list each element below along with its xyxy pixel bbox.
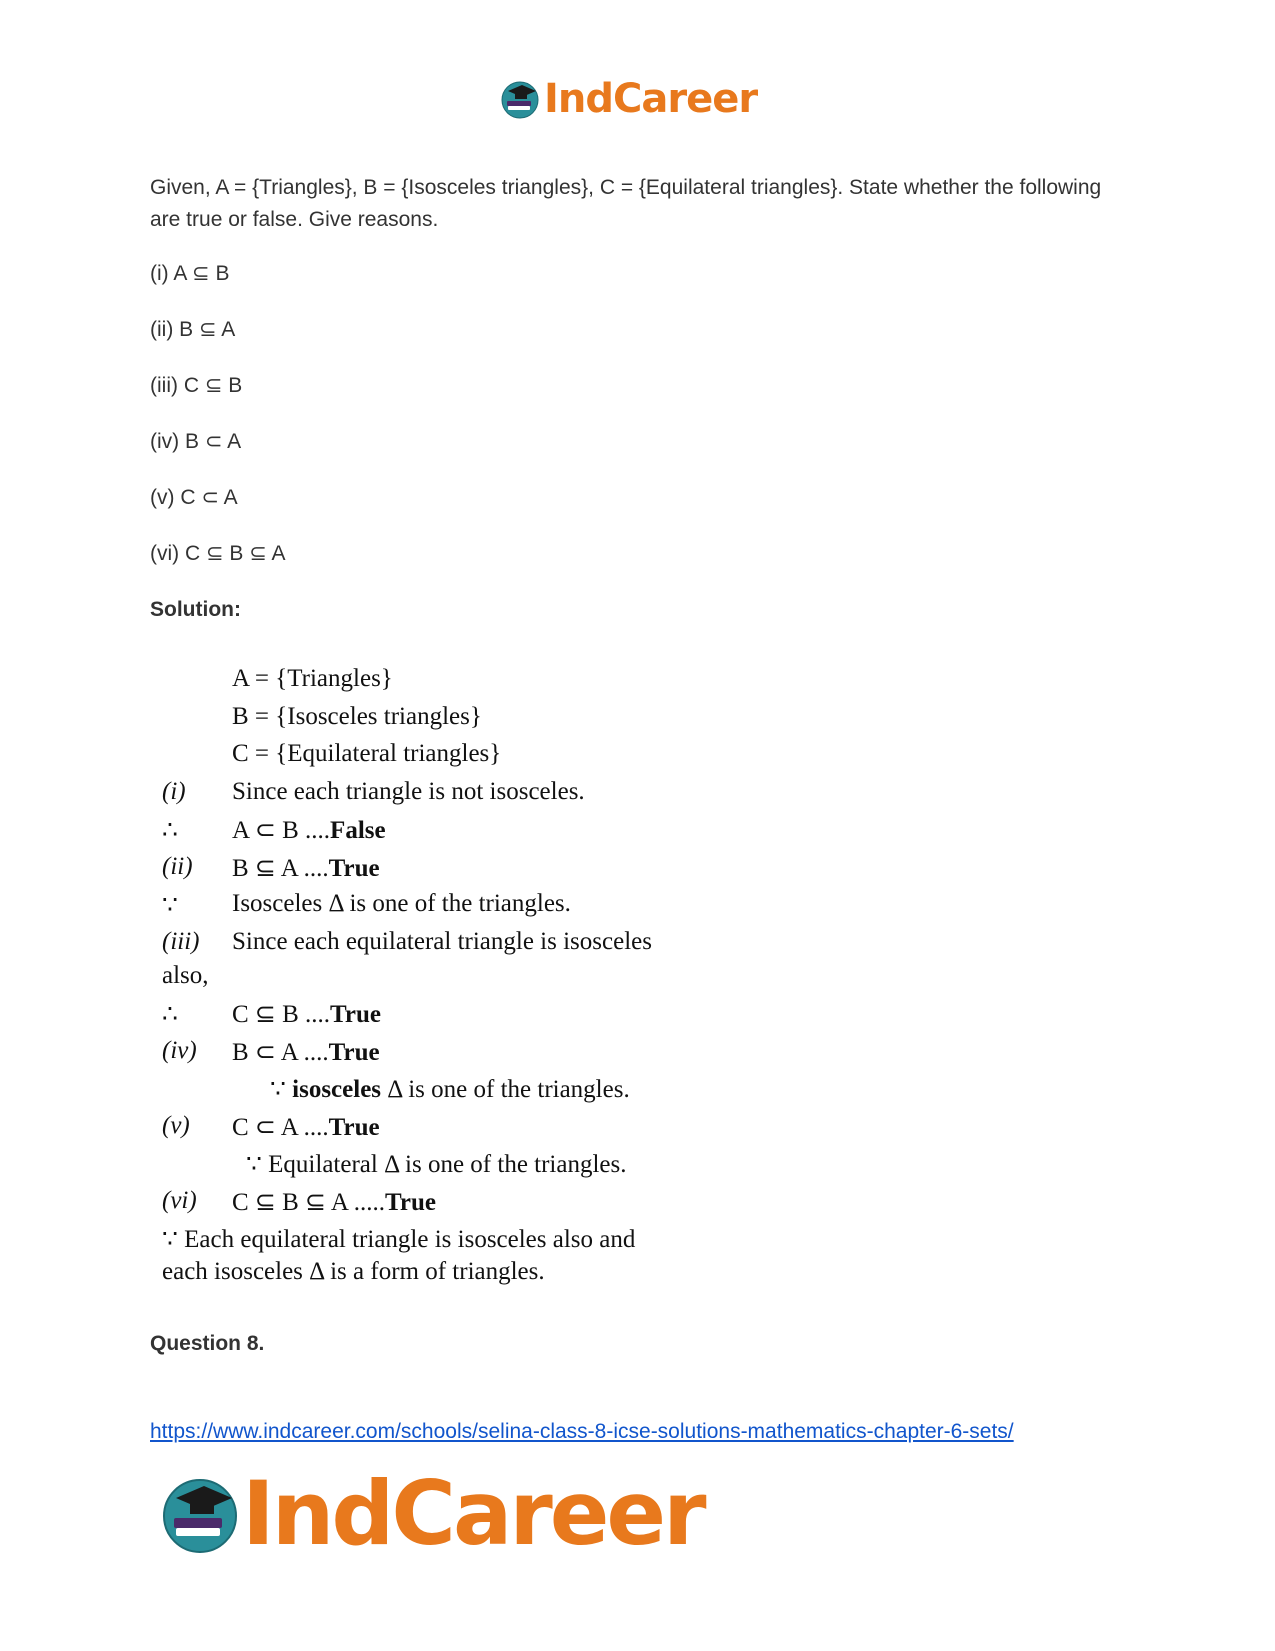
solution-line [162,703,722,741]
solution-line [162,1258,722,1296]
emphasis: isosceles [292,1076,382,1103]
solution-text [232,1187,436,1217]
book-cap-icon [500,79,540,119]
definition-a: A = {Triangles} [232,665,393,692]
solution-text [232,853,380,883]
solution-line [162,665,722,703]
verdict: True [328,1113,380,1141]
question-text: Given, A = {Triangles}, B = {Isosceles triangles}, C = {Equilateral triangles}. State whether the following are true or false. Give reasons. [150,176,1102,231]
solution-block [162,665,722,1296]
solution-text: Isosceles Δ is one of the triangles. [232,890,571,917]
question-part: (v) C ⊂ A [150,486,238,509]
solution-text [270,1074,630,1104]
solution-line [162,1187,722,1225]
solution-text: ∵ Equilateral Δ is one of the triangles. [246,1151,627,1178]
question-part: (iv) B ⊂ A [150,430,242,453]
solution-expression: C ⊆ B ⊆ A ..... [232,1188,386,1216]
solution-line [162,1224,722,1258]
next-question-heading: Question 8. [150,1332,265,1355]
solution-text: ∵ Each equilateral triangle is isosceles also and [162,1226,636,1253]
solution-expression: B ⊆ A .... [232,854,329,882]
solution-expression: B ⊂ A .... [232,1038,329,1066]
solution-line [162,853,722,891]
definition-b: B = {Isosceles triangles} [232,702,482,730]
solution-line [162,815,722,853]
question-section [150,172,1110,626]
definition-c: C = {Equilateral triangles} [232,740,502,767]
solution-line [162,890,722,928]
verdict: True [385,1188,436,1216]
solution-text [232,1112,380,1142]
header-logo [500,76,757,122]
solution-text [232,1037,380,1067]
question-part: (i) A ⊆ B [150,262,230,285]
solution-text: Since each equilateral triangle is isosceles [232,927,652,955]
therefore-symbol: ∴ [162,817,178,844]
verdict: False [330,817,386,844]
because-symbol: ∵ [162,892,178,919]
solution-line [162,962,722,1000]
because-symbol: ∵ [270,1076,293,1103]
solution-text [232,815,386,845]
part-label: (i) [162,777,186,805]
part-label: (vi) [162,1186,197,1214]
solution-line [162,999,722,1037]
footer-logo [160,1462,704,1565]
therefore-symbol: ∴ [162,1001,178,1028]
verdict: True [328,854,380,882]
solution-expression: C ⊆ B .... [232,1001,331,1028]
solution-text: each isosceles Δ is a form of triangles. [162,1258,545,1285]
verdict: True [328,1038,380,1066]
solution-line [162,1112,722,1150]
verdict: True [330,1001,381,1028]
solution-text: Since each triangle is not isosceles. [232,777,585,805]
solution-expression: C ⊂ A .... [232,1113,329,1141]
solution-line [162,928,722,962]
part-label: (ii) [162,852,193,880]
solution-line [162,778,722,816]
solution-line [162,1037,722,1075]
part-label: (iii) [162,927,200,955]
source-link[interactable]: https://www.indcareer.com/schools/selina-class-8-icse-solutions-mathematics-chapter-6-sets/ [150,1420,1014,1443]
question-part: (ii) B ⊆ A [150,318,236,341]
part-label: (iv) [162,1036,197,1064]
solution-line [162,1149,722,1187]
solution-expression: A ⊂ B .... [232,817,331,844]
solution-reason: Δ is one of the triangles. [381,1076,630,1103]
book-cap-icon [160,1474,240,1554]
solution-text [232,999,381,1029]
logo-text: IndCareer [544,76,758,122]
part-label: (v) [162,1111,190,1139]
solution-line [162,740,722,778]
question-part: (vi) C ⊆ B ⊆ A [150,542,286,565]
logo-text: IndCareer [242,1462,704,1565]
solution-text: also, [162,961,209,989]
solution-label: Solution: [150,598,241,621]
solution-line [162,1074,722,1112]
question-part: (iii) C ⊆ B [150,374,243,397]
